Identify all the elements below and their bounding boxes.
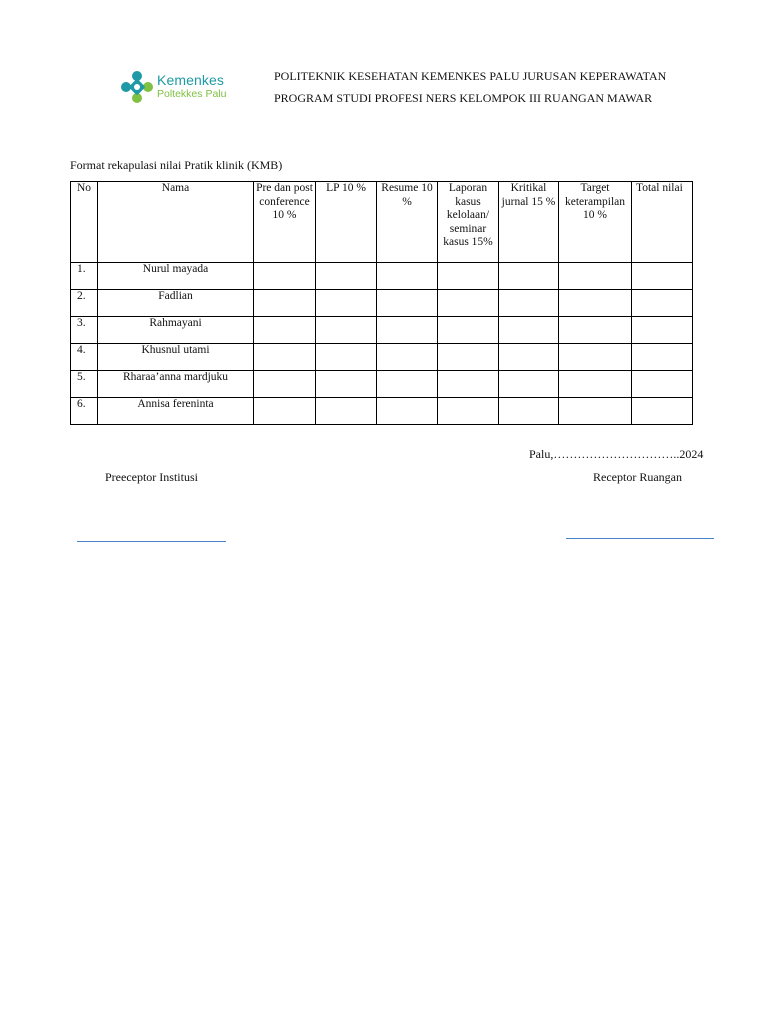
table-caption: Format rekapulasi nilai Pratik klinik (KMB) bbox=[70, 158, 283, 172]
header-kritikal-jurnal: Kritikal jurnal 15 % bbox=[499, 182, 559, 263]
cell-resume bbox=[377, 344, 438, 371]
cell-kritikal bbox=[499, 317, 559, 344]
table-header-row bbox=[71, 182, 693, 263]
left-signature-line bbox=[77, 541, 226, 542]
cell-pre-post bbox=[254, 371, 316, 398]
cell-laporan bbox=[438, 344, 499, 371]
cell-resume bbox=[377, 398, 438, 425]
cell-pre-post bbox=[254, 344, 316, 371]
table-row bbox=[71, 290, 693, 317]
header-laporan-kasus: Laporan kasus kelolaan/ seminar kasus 15% bbox=[438, 182, 499, 263]
grade-recap-table bbox=[70, 181, 693, 425]
table-row bbox=[71, 398, 693, 425]
cell-pre-post bbox=[254, 290, 316, 317]
cell-total bbox=[632, 290, 693, 317]
table-row bbox=[71, 344, 693, 371]
cell-total bbox=[632, 398, 693, 425]
cell-resume bbox=[377, 290, 438, 317]
cell-kritikal bbox=[499, 398, 559, 425]
table-row bbox=[71, 263, 693, 290]
cell-total bbox=[632, 263, 693, 290]
cell-kritikal bbox=[499, 263, 559, 290]
cell-kritikal bbox=[499, 371, 559, 398]
cell-laporan bbox=[438, 263, 499, 290]
logo-subtitle: Poltekkes Palu bbox=[157, 88, 227, 100]
header-line-1: POLITEKNIK KESEHATAN KEMENKES PALU JURUSAN KEPERAWATAN bbox=[274, 69, 667, 83]
header-target-keterampilan: Target keterampilan 10 % bbox=[559, 182, 632, 263]
cell-target bbox=[559, 398, 632, 425]
cell-pre-post bbox=[254, 398, 316, 425]
cell-lp bbox=[316, 344, 377, 371]
cell-kritikal bbox=[499, 344, 559, 371]
row-name: Khusnul utami bbox=[98, 344, 254, 371]
cell-target bbox=[559, 344, 632, 371]
row-name: Rharaa’anna mardjuku bbox=[98, 371, 254, 398]
row-number: 1. bbox=[71, 263, 98, 290]
cell-pre-post bbox=[254, 263, 316, 290]
cell-laporan bbox=[438, 398, 499, 425]
cell-lp bbox=[316, 317, 377, 344]
left-signatory-label: Preeceptor Institusi bbox=[105, 470, 198, 484]
header-resume: Resume 10 % bbox=[377, 182, 438, 263]
row-number: 4. bbox=[71, 344, 98, 371]
row-number: 2. bbox=[71, 290, 98, 317]
cell-target bbox=[559, 317, 632, 344]
cell-resume bbox=[377, 317, 438, 344]
right-signatory-label: Receptor Ruangan bbox=[593, 470, 682, 484]
cell-laporan bbox=[438, 317, 499, 344]
cell-target bbox=[559, 371, 632, 398]
header-nama: Nama bbox=[98, 182, 254, 263]
header-no: No bbox=[71, 182, 98, 263]
cell-laporan bbox=[438, 371, 499, 398]
cell-total bbox=[632, 371, 693, 398]
cell-total bbox=[632, 344, 693, 371]
cell-total bbox=[632, 317, 693, 344]
row-name: Nurul mayada bbox=[98, 263, 254, 290]
row-number: 3. bbox=[71, 317, 98, 344]
table-row bbox=[71, 317, 693, 344]
cell-lp bbox=[316, 398, 377, 425]
cell-pre-post bbox=[254, 317, 316, 344]
logo-name: Kemenkes bbox=[157, 72, 224, 88]
kemenkes-logo bbox=[120, 70, 230, 104]
cell-lp bbox=[316, 290, 377, 317]
row-number: 6. bbox=[71, 398, 98, 425]
cell-lp bbox=[316, 263, 377, 290]
header-lp: LP 10 % bbox=[316, 182, 377, 263]
cell-lp bbox=[316, 371, 377, 398]
right-signature-line bbox=[566, 538, 714, 539]
header-total-nilai: Total nilai bbox=[632, 182, 693, 263]
cell-resume bbox=[377, 263, 438, 290]
cell-kritikal bbox=[499, 290, 559, 317]
row-name: Fadlian bbox=[98, 290, 254, 317]
kemenkes-logo-icon bbox=[120, 70, 154, 104]
cell-laporan bbox=[438, 290, 499, 317]
row-name: Rahmayani bbox=[98, 317, 254, 344]
header-pre-post-conference: Pre dan post conference 10 % bbox=[254, 182, 316, 263]
cell-resume bbox=[377, 371, 438, 398]
cell-target bbox=[559, 263, 632, 290]
row-name: Annisa fereninta bbox=[98, 398, 254, 425]
header-line-2: PROGRAM STUDI PROFESI NERS KELOMPOK III RUANGAN MAWAR bbox=[274, 91, 653, 105]
cell-target bbox=[559, 290, 632, 317]
row-number: 5. bbox=[71, 371, 98, 398]
table-row bbox=[71, 371, 693, 398]
place-date-line: Palu,…………………………..2024 bbox=[529, 447, 704, 461]
